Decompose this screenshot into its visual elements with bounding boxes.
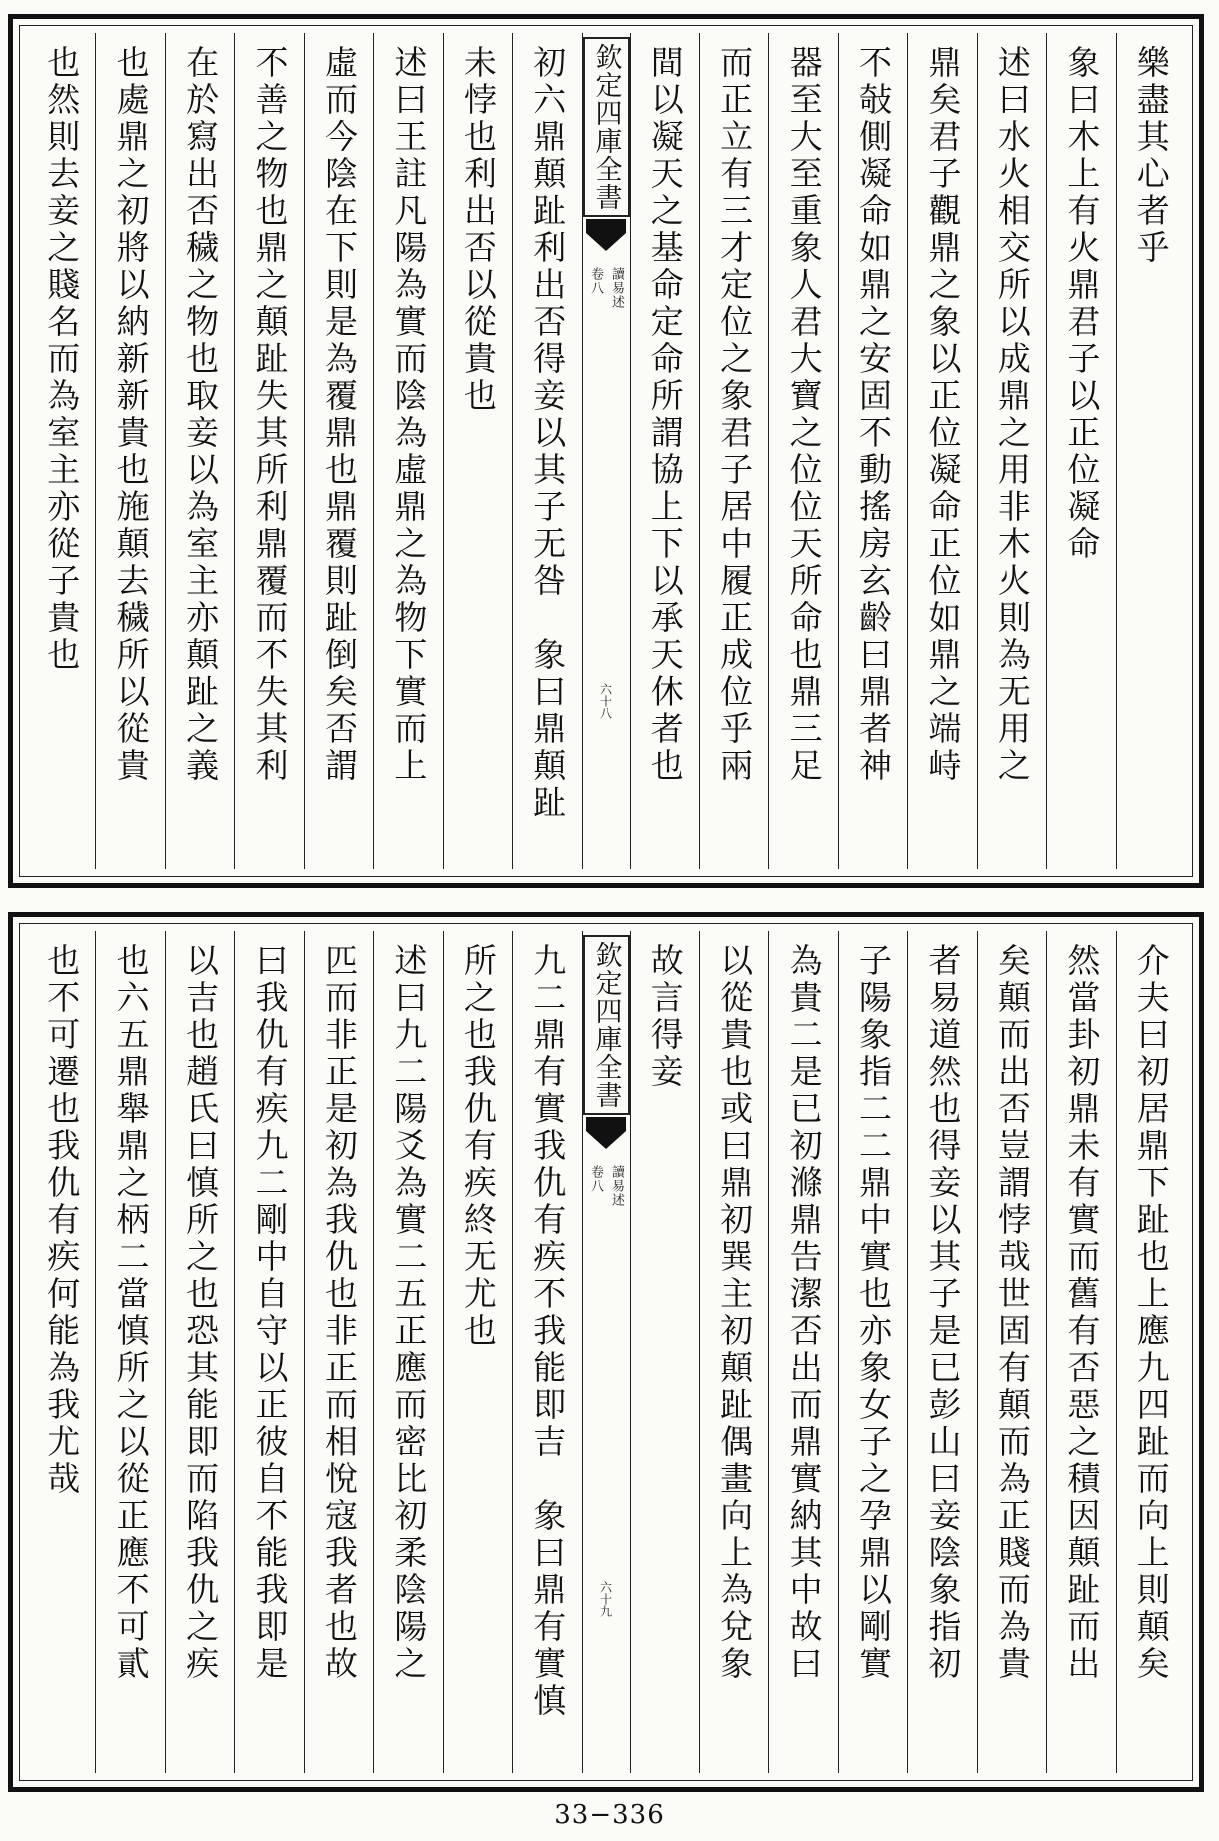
text-column: 述曰水火相交所以成鼎之用非木火則為无用之 (977, 33, 1046, 869)
top-page-frame (8, 14, 1204, 888)
text-column: 不敧側凝命如鼎之安固不動搖房玄齡曰鼎者神 (838, 33, 907, 869)
text-column: 而正立有三才定位之象君子居中履正成位乎兩 (699, 33, 768, 869)
text-column: 所之也我仇有疾終无尤也 (443, 931, 512, 1773)
bottom-page-columns (27, 931, 1185, 1773)
text-column: 鼎矣君子觀鼎之象以正位凝命正位如鼎之端峙 (907, 33, 976, 869)
text-column: 間以凝天之基命定命所謂協上下以承天休者也 (630, 33, 699, 869)
text-column: 九二鼎有實我仇有疾不我能即吉 象曰鼎有實慎 (512, 931, 581, 1773)
text-column: 故言得妾 (630, 931, 699, 1773)
banner-page-number: 六十八 (598, 683, 613, 719)
text-column: 以吉也趙氏曰慎所之也恐其能即而陷我仇之疾 (165, 931, 234, 1773)
text-column: 也處鼎之初將以納新新貴也施顛去穢所以從貴 (95, 33, 164, 869)
top-page-columns (27, 33, 1185, 869)
fishtail-mark-icon (586, 1117, 626, 1155)
banner-title: 欽定四庫全書 (583, 37, 630, 217)
text-column: 器至大至重象人君大寶之位位天所命也鼎三足 (768, 33, 837, 869)
banner-book-title: 讀易述 (609, 1165, 624, 1207)
text-column: 子陽象指二二鼎中實也亦象女子之孕鼎以剛實 (838, 931, 907, 1773)
text-column: 匹而非正是初為我仇也非正而相悅寇我者也故 (304, 931, 373, 1773)
text-column: 初六鼎顛趾利出否得妾以其子无咎 象曰鼎顛趾 (512, 33, 581, 869)
banner-title: 欽定四庫全書 (583, 935, 630, 1115)
text-column: 未悖也利出否以從貴也 (443, 33, 512, 869)
text-column: 者易道然也得妾以其子是已彭山曰妾陰象指初 (907, 931, 976, 1773)
text-column: 不善之物也鼎之顛趾失其所利鼎覆而不失其利 (234, 33, 303, 869)
text-column: 以從貴也或曰鼎初巽主初顛趾偶畫向上為兌象 (699, 931, 768, 1773)
text-column: 也六五鼎舉鼎之柄二當慎所之以從正應不可貳 (95, 931, 164, 1773)
text-column: 虛而今陰在下則是為覆鼎也鼎覆則趾倒矣否謂 (304, 33, 373, 869)
text-column: 也然則去妾之賤名而為室主亦從子貴也 (42, 45, 82, 674)
text-column: 象曰木上有火鼎君子以正位凝命 (1046, 33, 1115, 869)
text-column: 為貴二是已初滌鼎告潔否出而鼎實納其中故曰 (768, 931, 837, 1773)
text-column: 也不可遷也我仇有疾何能為我尤哉 (42, 943, 82, 1498)
text-column: 矣顛而出否豈謂悖哉世固有顛而為正賤而為貴 (977, 931, 1046, 1773)
text-column: 樂盡其心者乎 (1116, 33, 1185, 869)
text-column: 述曰九二陽爻為實二五正應而密比初柔陰陽之 (373, 931, 442, 1773)
text-column: 在於寫出否穢之物也取妾以為室主亦顛趾之義 (165, 33, 234, 869)
text-column: 介夫曰初居鼎下趾也上應九四趾而向上則顛矣 (1116, 931, 1185, 1773)
center-banner (582, 33, 630, 869)
banner-volume: 卷八 (588, 267, 603, 295)
fishtail-mark-icon (586, 219, 626, 257)
banner-book-title: 讀易述 (609, 267, 624, 309)
banner-book-info (586, 1165, 626, 1207)
text-column: 述曰王註凡陽為實而陰為虛鼎之為物下實而上 (373, 33, 442, 869)
page-number-footer: 33−336 (554, 1800, 665, 1830)
banner-page-number: 六十九 (598, 1581, 613, 1617)
text-column: 曰我仇有疾九二剛中自守以正彼自不能我即是 (234, 931, 303, 1773)
banner-volume: 卷八 (588, 1165, 603, 1193)
text-column: 然當卦初鼎未有實而舊有否惡之積因顛趾而出 (1046, 931, 1115, 1773)
center-banner (582, 931, 630, 1773)
banner-book-info (586, 267, 626, 309)
bottom-page-frame (8, 912, 1204, 1792)
